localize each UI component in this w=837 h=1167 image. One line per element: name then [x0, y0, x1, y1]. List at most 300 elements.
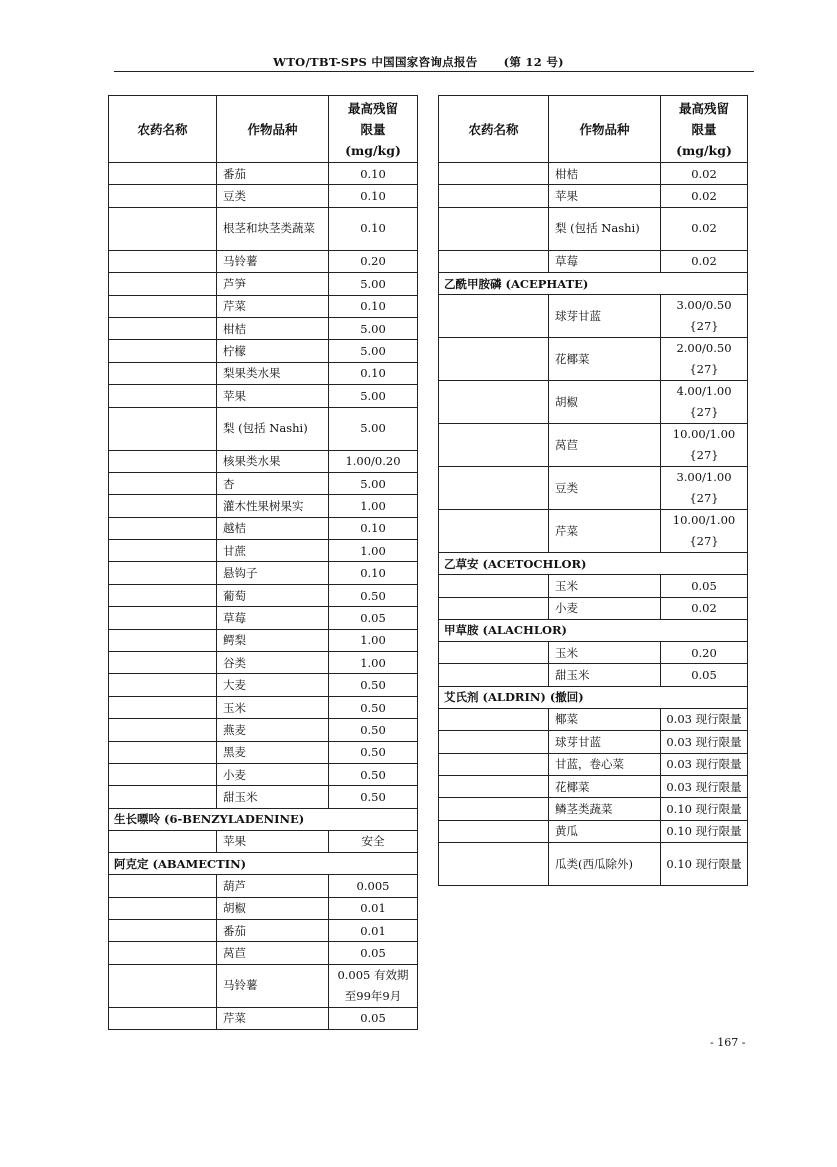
- crop-cell: 莴苣: [549, 424, 661, 467]
- table-row: [109, 495, 418, 517]
- mrl-cell: [661, 798, 748, 820]
- mrl-cell: [329, 540, 418, 562]
- mrl-value: 0.01: [360, 901, 386, 916]
- table-row: [109, 562, 418, 584]
- table-row: [109, 942, 418, 964]
- crop-cell: 豆类: [217, 185, 329, 207]
- pesticide-cell: [109, 942, 217, 964]
- table-row: [109, 741, 418, 763]
- mrl-value: 0.03 现行限量: [666, 757, 742, 772]
- mrl-value: 安全: [361, 834, 385, 849]
- mrl-value: 0.02: [691, 221, 717, 236]
- col-pesticide-header: 农药名称: [439, 96, 549, 163]
- mrl-cell: [661, 163, 748, 185]
- crop-cell: 柑桔: [217, 317, 329, 339]
- table-row: [109, 763, 418, 785]
- table-row: [439, 381, 748, 424]
- pesticide-cell: [439, 467, 549, 510]
- mrl-value: 3.00/1.00: [676, 470, 732, 485]
- mrl-value: 0.10: [360, 189, 386, 204]
- mrl-value: 0.50: [360, 678, 386, 693]
- mrl-value: 5.00: [360, 344, 386, 359]
- mrl-value: 10.00/1.00: [672, 427, 736, 442]
- pesticide-cell: [109, 696, 217, 718]
- pesticide-cell: [439, 708, 549, 730]
- crop-cell: 甜玉米: [217, 786, 329, 808]
- crop-cell: 灌木性果树果实: [217, 495, 329, 517]
- mrl-value: 0.05: [691, 578, 717, 593]
- crop-cell: 甜玉米: [549, 664, 661, 686]
- pesticide-cell: [439, 775, 549, 797]
- pesticide-cell: [439, 338, 549, 381]
- pesticide-cell: [109, 674, 217, 696]
- pesticide-cell: [439, 575, 549, 597]
- crop-cell: 玉米: [549, 641, 661, 663]
- pesticide-name: 乙酰甲胺磷 (ACEPHATE): [439, 273, 748, 295]
- col-crop-header: 作物品种: [217, 96, 329, 163]
- pesticide-cell: [439, 820, 549, 842]
- mrl-cell: [329, 584, 418, 606]
- mrl-cell: [661, 424, 748, 467]
- table-row: [109, 340, 418, 362]
- header-title: WTO/TBT-SPS 中国国家咨询点报告: [273, 55, 478, 69]
- mrl-value: 0.50: [360, 745, 386, 760]
- pesticide-cell: [109, 763, 217, 785]
- mrl-cell: [329, 562, 418, 584]
- mrl-cell: [329, 207, 418, 250]
- mrl-value: 1.00: [360, 498, 386, 513]
- table-row: [439, 798, 748, 820]
- table-header-row: [109, 96, 418, 163]
- mrl-value: 1.00/0.20: [345, 454, 401, 469]
- crop-cell: 芹菜: [217, 295, 329, 317]
- mrl-value: 0.005: [356, 878, 390, 893]
- header-rule: [114, 71, 754, 72]
- mrl-value: 4.00/1.00: [676, 384, 732, 399]
- mrl-cell: [329, 362, 418, 384]
- table-row: [109, 540, 418, 562]
- table-row: [439, 207, 748, 250]
- table-row: [439, 424, 748, 467]
- mrl-value: 0.50: [360, 767, 386, 782]
- mrl-value: 0.50: [360, 700, 386, 715]
- pesticide-name: 阿克定 (ABAMECTIN): [109, 853, 418, 875]
- crop-cell: 甘蓝，卷心菜: [549, 753, 661, 775]
- mrl-value: 0.10: [360, 166, 386, 181]
- pesticide-cell: [439, 798, 549, 820]
- mrl-cell: [329, 450, 418, 472]
- mrl-value: 0.03 现行限量: [666, 712, 742, 727]
- pesticide-cell: [109, 207, 217, 250]
- crop-cell: 球芽甘蓝: [549, 295, 661, 338]
- pesticide-section-row: [109, 853, 418, 875]
- mrl-value: 0.01: [360, 923, 386, 938]
- pesticide-cell: [109, 540, 217, 562]
- pesticide-cell: [109, 719, 217, 741]
- pesticide-cell: [109, 562, 217, 584]
- pesticide-cell: [109, 517, 217, 539]
- crop-cell: 黑麦: [217, 741, 329, 763]
- running-header: [0, 54, 837, 70]
- crop-cell: 瓜类(西瓜除外): [549, 843, 661, 886]
- pesticide-cell: [439, 753, 549, 775]
- crop-cell: 越桔: [217, 517, 329, 539]
- mrl-cell: [329, 163, 418, 185]
- table-row: [109, 919, 418, 941]
- mrl-value: 0.50: [360, 588, 386, 603]
- mrl-value: 0.05: [360, 610, 386, 625]
- mrl-value: 1.00: [360, 543, 386, 558]
- mrl-value: 5.00: [360, 276, 386, 291]
- mrl-cell: [329, 407, 418, 450]
- table-row: [109, 385, 418, 407]
- mrl-value: 0.20: [360, 254, 386, 269]
- left-residue-table: [108, 95, 418, 1030]
- mrl-cell: [329, 495, 418, 517]
- mrl-cell: [329, 607, 418, 629]
- table-row: [109, 185, 418, 207]
- mrl-value: 5.00: [360, 476, 386, 491]
- mrl-footnote-ref: {27}: [689, 405, 719, 420]
- crop-cell: 柠檬: [217, 340, 329, 362]
- mrl-footnote-ref: {27}: [689, 491, 719, 506]
- crop-cell: 核果类水果: [217, 450, 329, 472]
- mrl-cell: [329, 1007, 418, 1029]
- pesticide-cell: [109, 629, 217, 651]
- mrl-cell: [661, 295, 748, 338]
- pesticide-cell: [439, 510, 549, 553]
- pesticide-cell: [109, 163, 217, 185]
- crop-cell: 黄瓜: [549, 820, 661, 842]
- mrl-header-line1: 最高残留: [678, 100, 729, 116]
- table-row: [439, 295, 748, 338]
- crop-cell: 胡椒: [217, 897, 329, 919]
- mrl-cell: [329, 340, 418, 362]
- table-row: [439, 250, 748, 272]
- table-row: [109, 674, 418, 696]
- right-residue-table: [438, 95, 748, 886]
- pesticide-cell: [439, 597, 549, 619]
- mrl-value: 5.00: [360, 388, 386, 403]
- crop-cell: 胡椒: [549, 381, 661, 424]
- mrl-cell: [661, 664, 748, 686]
- crop-cell: 苹果: [549, 185, 661, 207]
- mrl-cell: [329, 652, 418, 674]
- mrl-cell: [661, 641, 748, 663]
- crop-cell: 芹菜: [549, 510, 661, 553]
- table-row: [439, 753, 748, 775]
- pesticide-cell: [439, 424, 549, 467]
- col-pesticide-header: 农药名称: [109, 96, 217, 163]
- crop-cell: 梨 (包括 Nashi): [549, 207, 661, 250]
- crop-cell: 玉米: [217, 696, 329, 718]
- mrl-cell: [661, 597, 748, 619]
- mrl-value: 0.10: [360, 566, 386, 581]
- mrl-value: 1.00: [360, 655, 386, 670]
- mrl-value: 5.00: [360, 421, 386, 436]
- mrl-value: 0.02: [691, 189, 717, 204]
- mrl-cell: [661, 708, 748, 730]
- mrl-cell: [661, 338, 748, 381]
- table-row: [109, 450, 418, 472]
- pesticide-name: 艾氏剂 (ALDRIN) (撤回): [439, 686, 748, 708]
- mrl-value: 0.03 现行限量: [666, 734, 742, 749]
- table-row: [109, 652, 418, 674]
- crop-cell: 球芽甘蓝: [549, 731, 661, 753]
- table-row: [109, 584, 418, 606]
- mrl-cell: [329, 185, 418, 207]
- mrl-cell: [329, 830, 418, 852]
- mrl-cell: [329, 786, 418, 808]
- table-row: [109, 1007, 418, 1029]
- table-row: [439, 597, 748, 619]
- crop-cell: 燕麦: [217, 719, 329, 741]
- crop-cell: 甘蔗: [217, 540, 329, 562]
- crop-cell: 小麦: [549, 597, 661, 619]
- crop-cell: 根茎和块茎类蔬菜: [217, 207, 329, 250]
- pesticide-cell: [109, 362, 217, 384]
- mrl-cell: [329, 674, 418, 696]
- table-row: [439, 664, 748, 686]
- mrl-value: 0.10: [360, 221, 386, 236]
- crop-cell: 葫芦: [217, 875, 329, 897]
- mrl-value: 3.00/0.50: [676, 298, 732, 313]
- crop-cell: 苹果: [217, 385, 329, 407]
- pesticide-section-row: [439, 553, 748, 575]
- pesticide-cell: [439, 185, 549, 207]
- mrl-cell: [329, 897, 418, 919]
- table-row: [109, 362, 418, 384]
- mrl-value: 0.05: [691, 668, 717, 683]
- crop-cell: 鳞茎类蔬菜: [549, 798, 661, 820]
- mrl-cell: [661, 843, 748, 886]
- pesticide-cell: [109, 185, 217, 207]
- crop-cell: 芹菜: [217, 1007, 329, 1029]
- mrl-cell: [329, 629, 418, 651]
- mrl-value: 0.02: [691, 601, 717, 616]
- table-row: [439, 708, 748, 730]
- mrl-value: 0.05: [360, 1011, 386, 1026]
- mrl-cell: [329, 696, 418, 718]
- pesticide-cell: [109, 964, 217, 1007]
- mrl-value: 0.02: [691, 254, 717, 269]
- mrl-cell: [329, 273, 418, 295]
- mrl-footnote-ref: {27}: [689, 448, 719, 463]
- pesticide-cell: [109, 875, 217, 897]
- mrl-value: 10.00/1.00: [672, 513, 736, 528]
- mrl-header-line1: 最高残留: [347, 100, 398, 116]
- mrl-cell: [329, 741, 418, 763]
- table-row: [109, 629, 418, 651]
- table-row: [109, 317, 418, 339]
- table-row: [109, 786, 418, 808]
- crop-cell: 梨 (包括 Nashi): [217, 407, 329, 450]
- pesticide-cell: [109, 919, 217, 941]
- pesticide-cell: [109, 1007, 217, 1029]
- pesticide-cell: [109, 295, 217, 317]
- pesticide-section-row: [439, 273, 748, 295]
- pesticide-cell: [439, 295, 549, 338]
- mrl-value: 0.10 现行限量: [666, 824, 742, 839]
- table-row: [109, 273, 418, 295]
- col-mrl-header: [329, 96, 418, 163]
- crop-cell: 玉米: [549, 575, 661, 597]
- table-row: [439, 775, 748, 797]
- table-row: [439, 163, 748, 185]
- pesticide-cell: [109, 652, 217, 674]
- mrl-header-unit: (mg/kg): [345, 142, 401, 158]
- mrl-cell: [661, 775, 748, 797]
- mrl-header-unit: (mg/kg): [676, 142, 732, 158]
- crop-cell: 谷类: [217, 652, 329, 674]
- mrl-cell: [329, 942, 418, 964]
- table-row: [439, 820, 748, 842]
- pesticide-cell: [109, 450, 217, 472]
- table-header-row: [439, 96, 748, 163]
- pesticide-cell: [439, 381, 549, 424]
- mrl-value: 0.20: [691, 645, 717, 660]
- table-row: [109, 897, 418, 919]
- pesticide-cell: [109, 472, 217, 494]
- pesticide-cell: [109, 250, 217, 272]
- page-number: - 167 -: [710, 1036, 746, 1049]
- table-row: [109, 250, 418, 272]
- pesticide-cell: [109, 830, 217, 852]
- mrl-value: 0.005 有效期至99年9月: [337, 967, 409, 1003]
- crop-cell: 莴苣: [217, 942, 329, 964]
- mrl-value: 0.02: [691, 166, 717, 181]
- crop-cell: 番茄: [217, 163, 329, 185]
- crop-cell: 草莓: [217, 607, 329, 629]
- crop-cell: 鳄梨: [217, 629, 329, 651]
- mrl-cell: [661, 731, 748, 753]
- mrl-value: 0.50: [360, 722, 386, 737]
- mrl-cell: [329, 919, 418, 941]
- table-row: [109, 517, 418, 539]
- mrl-cell: [329, 517, 418, 539]
- mrl-value: 0.10 现行限量: [666, 801, 742, 816]
- mrl-value: 1.00: [360, 633, 386, 648]
- mrl-value: 0.10: [360, 521, 386, 536]
- pesticide-cell: [109, 741, 217, 763]
- table-row: [439, 843, 748, 886]
- crop-cell: 柑桔: [549, 163, 661, 185]
- mrl-cell: [329, 875, 418, 897]
- col-crop-header: 作物品种: [549, 96, 661, 163]
- crop-cell: 草莓: [549, 250, 661, 272]
- mrl-value: 0.10: [360, 299, 386, 314]
- pesticide-cell: [109, 385, 217, 407]
- mrl-cell: [329, 964, 418, 1007]
- mrl-footnote-ref: {27}: [689, 362, 719, 377]
- header-issue: (第 12 号): [503, 55, 564, 69]
- mrl-cell: [661, 250, 748, 272]
- crop-cell: 大麦: [217, 674, 329, 696]
- crop-cell: 马铃薯: [217, 250, 329, 272]
- pesticide-cell: [109, 495, 217, 517]
- pesticide-cell: [109, 340, 217, 362]
- table-row: [109, 207, 418, 250]
- mrl-cell: [329, 763, 418, 785]
- mrl-cell: [329, 385, 418, 407]
- pesticide-section-row: [109, 808, 418, 830]
- mrl-cell: [329, 250, 418, 272]
- mrl-cell: [329, 317, 418, 339]
- crop-cell: 芦笋: [217, 273, 329, 295]
- mrl-value: 0.10 现行限量: [666, 856, 742, 871]
- pesticide-cell: [109, 584, 217, 606]
- pesticide-cell: [109, 607, 217, 629]
- mrl-cell: [329, 719, 418, 741]
- pesticide-name: 生长嘌呤 (6-BENZYLADENINE): [109, 808, 418, 830]
- table-row: [109, 696, 418, 718]
- crop-cell: 马铃薯: [217, 964, 329, 1007]
- mrl-cell: [661, 467, 748, 510]
- table-row: [109, 407, 418, 450]
- table-row: [109, 875, 418, 897]
- table-row: [439, 338, 748, 381]
- pesticide-cell: [439, 641, 549, 663]
- pesticide-cell: [439, 163, 549, 185]
- table-row: [439, 575, 748, 597]
- mrl-header-line2: 限量: [360, 121, 386, 137]
- pesticide-name: 乙草安 (ACETOCHLOR): [439, 553, 748, 575]
- mrl-header-line2: 限量: [691, 121, 717, 137]
- mrl-value: 5.00: [360, 321, 386, 336]
- mrl-value: 0.50: [360, 790, 386, 805]
- mrl-cell: [329, 295, 418, 317]
- mrl-value: 0.10: [360, 366, 386, 381]
- mrl-value: 0.05: [360, 946, 386, 961]
- mrl-cell: [661, 381, 748, 424]
- pesticide-name: 甲草胺 (ALACHLOR): [439, 619, 748, 641]
- mrl-cell: [661, 207, 748, 250]
- table-row: [109, 964, 418, 1007]
- pesticide-cell: [439, 664, 549, 686]
- crop-cell: 悬钩子: [217, 562, 329, 584]
- crop-cell: 杏: [217, 472, 329, 494]
- table-row: [439, 467, 748, 510]
- pesticide-cell: [109, 273, 217, 295]
- mrl-cell: [661, 510, 748, 553]
- crop-cell: 豆类: [549, 467, 661, 510]
- table-row: [109, 830, 418, 852]
- pesticide-cell: [109, 317, 217, 339]
- pesticide-cell: [439, 843, 549, 886]
- table-row: [439, 185, 748, 207]
- col-mrl-header: [661, 96, 748, 163]
- crop-cell: 番茄: [217, 919, 329, 941]
- crop-cell: 花椰菜: [549, 338, 661, 381]
- crop-cell: 椰菜: [549, 708, 661, 730]
- mrl-cell: [329, 472, 418, 494]
- mrl-cell: [661, 753, 748, 775]
- pesticide-cell: [109, 786, 217, 808]
- mrl-footnote-ref: {27}: [689, 319, 719, 334]
- table-row: [109, 472, 418, 494]
- crop-cell: 苹果: [217, 830, 329, 852]
- pesticide-section-row: [439, 686, 748, 708]
- table-row: [109, 163, 418, 185]
- mrl-cell: [661, 820, 748, 842]
- pesticide-cell: [439, 250, 549, 272]
- mrl-footnote-ref: {27}: [689, 534, 719, 549]
- pesticide-cell: [109, 897, 217, 919]
- table-row: [109, 295, 418, 317]
- pesticide-cell: [439, 731, 549, 753]
- mrl-value: 2.00/0.50: [676, 341, 732, 356]
- table-row: [439, 731, 748, 753]
